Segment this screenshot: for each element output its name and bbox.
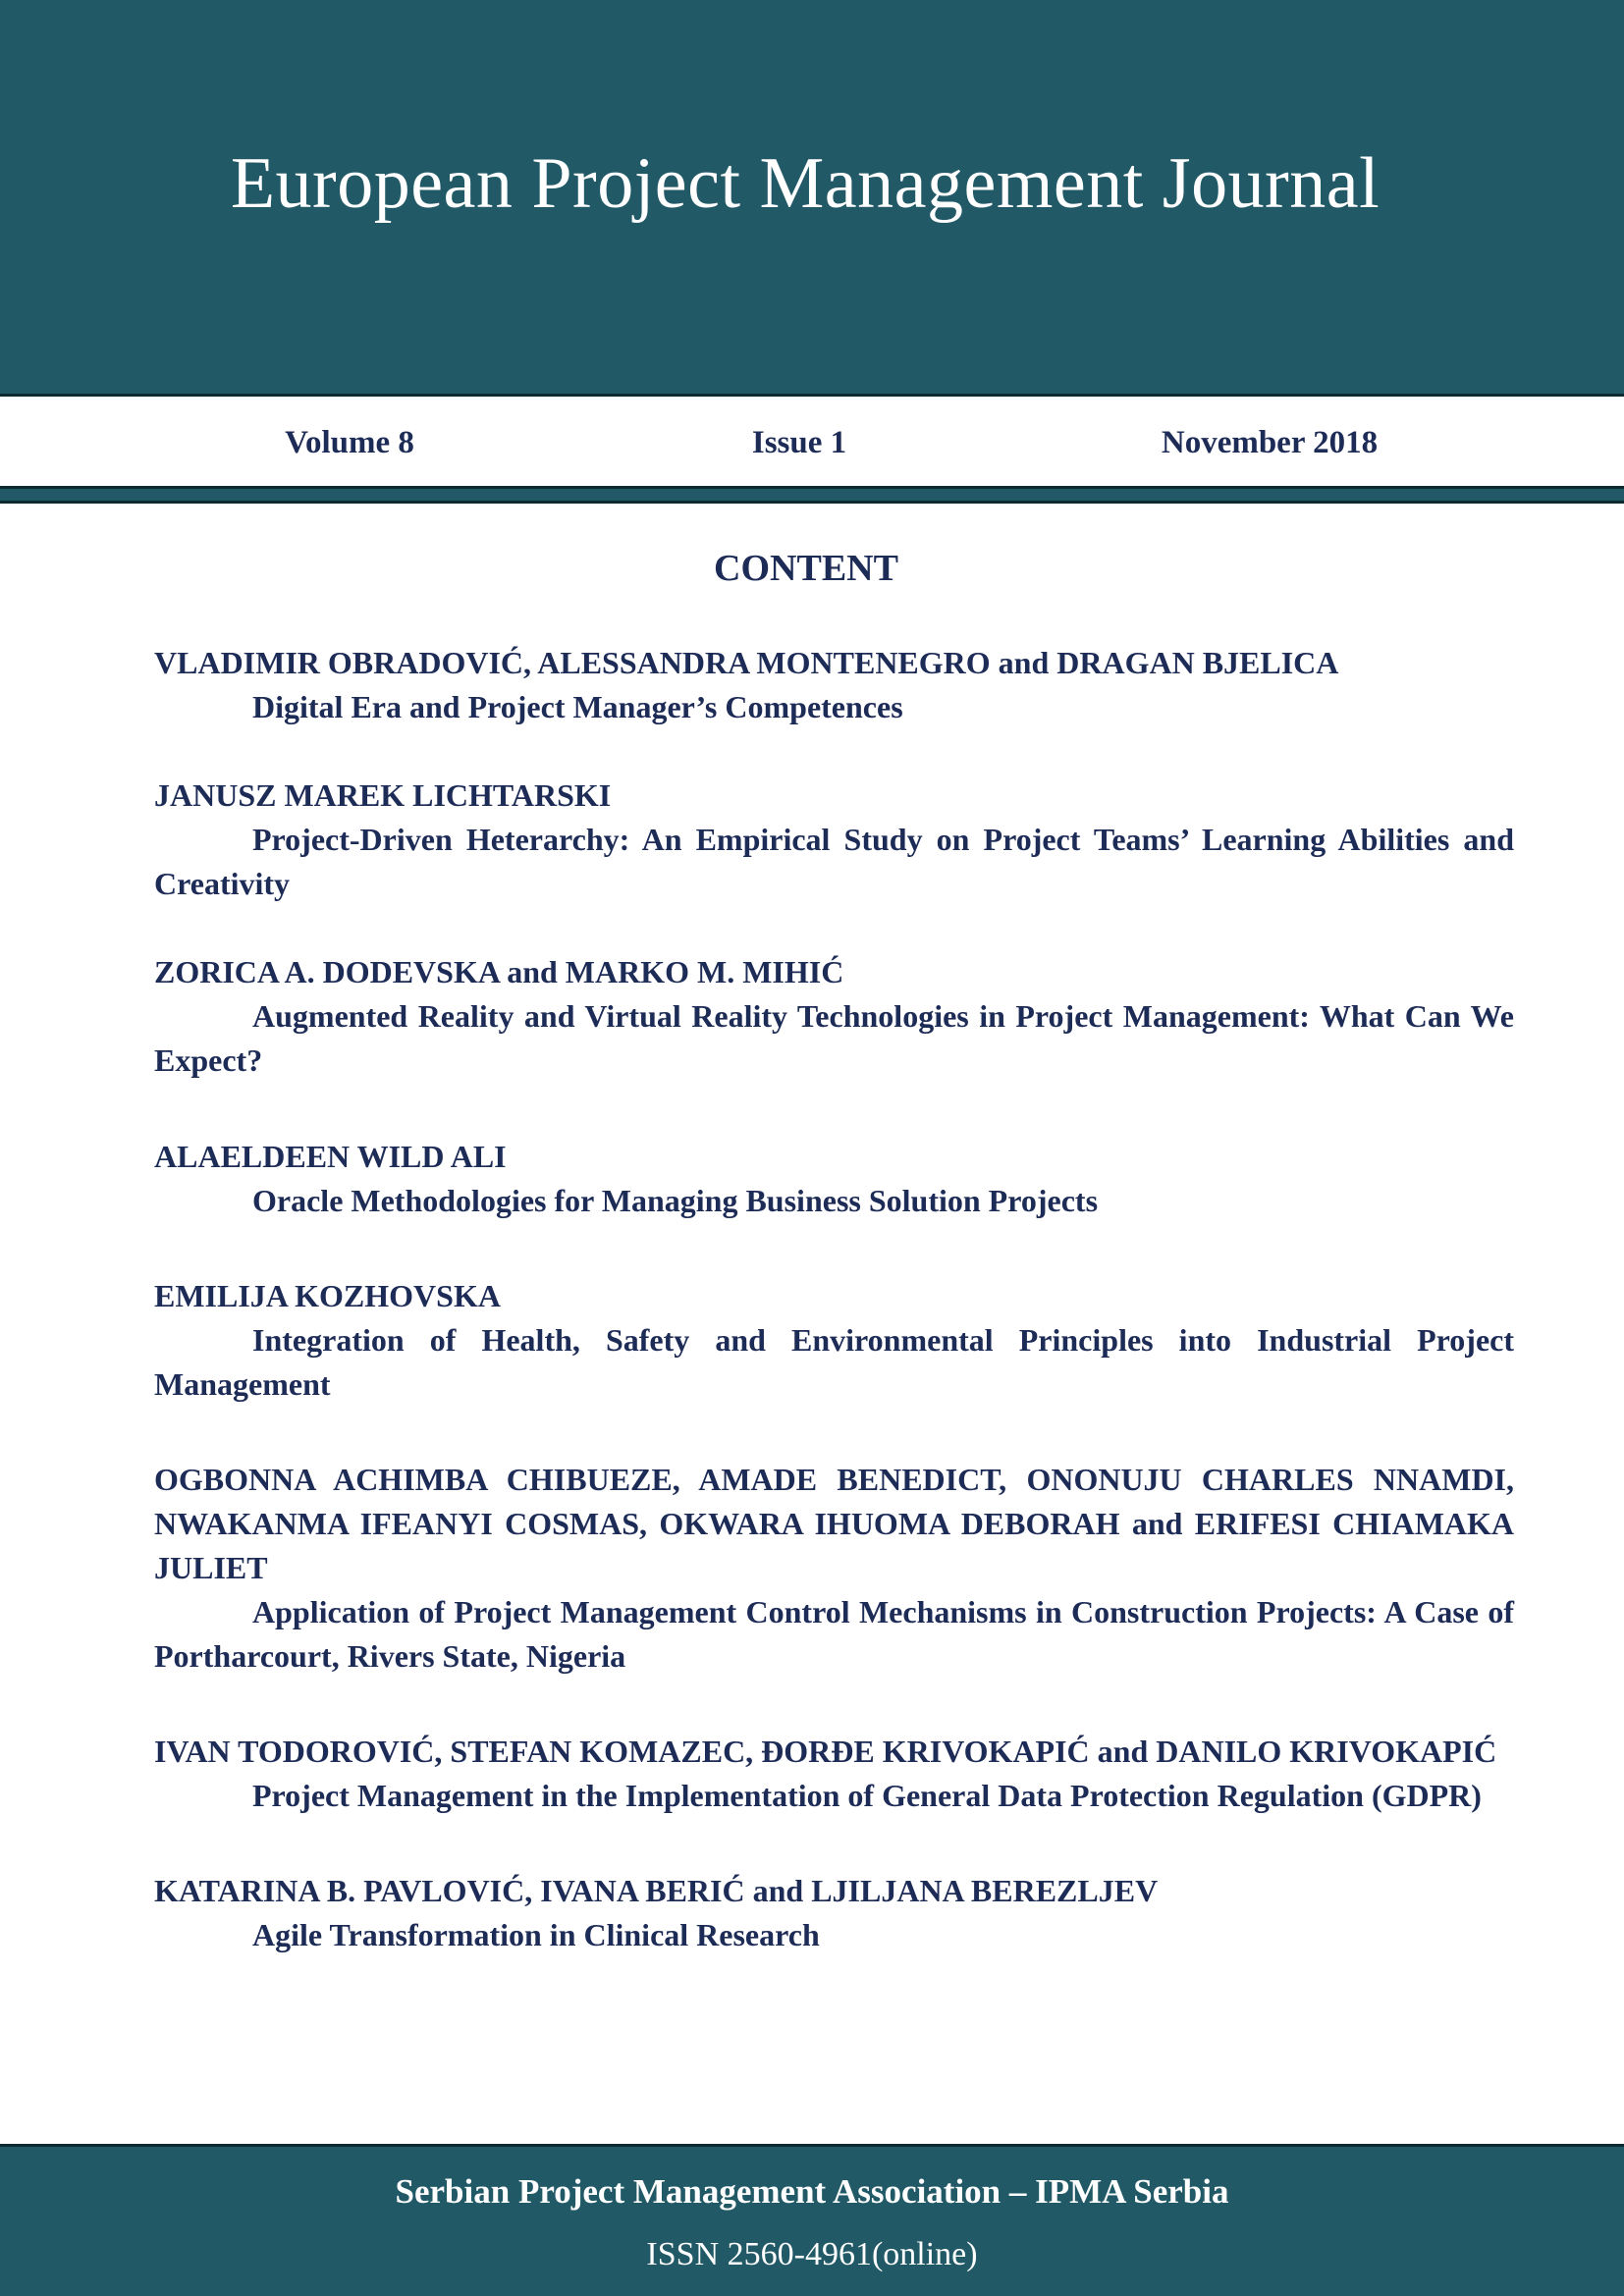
toc-entry (154, 1869, 1514, 1957)
toc-authors: ALAELDEEN WILD ALI (154, 1139, 507, 1174)
content-heading: CONTENT (714, 548, 898, 589)
toc-authors: OGBONNA ACHIMBA CHIBUEZE, AMADE BENEDICT, ONONUJU CHARLES NNAMDI, NWAKANMA IFEANYI COSMAS, OKWARA IHUOMA DEBORAH and ERIFESI CHIAMAKA JULIET (154, 1462, 1514, 1585)
toc-entry (154, 1458, 1514, 1679)
toc-title: Project-Driven Heterarchy: An Empirical Study on Project Teams’ Learning Abilities and Creativity (154, 822, 1514, 901)
publisher-name: Serbian Project Management Association – IPMA Serbia (395, 2172, 1229, 2211)
toc-entry (154, 1730, 1514, 1818)
toc-title: Project Management in the Implementation of General Data Protection Regulation (GDPR) (252, 1778, 1482, 1813)
toc-authors: EMILIJA KOZHOVSKA (154, 1278, 501, 1313)
toc-entry (154, 950, 1514, 1083)
toc-entry (154, 774, 1514, 906)
toc-title: Digital Era and Project Manager’s Competences (252, 689, 903, 724)
toc-title: Oracle Methodologies for Managing Business Solution Projects (252, 1183, 1099, 1218)
issue-meta-bar (0, 398, 1624, 486)
toc-entry (154, 1135, 1514, 1223)
footer-band (0, 2144, 1624, 2296)
toc-title: Integration of Health, Safety and Environmental Principles into Industrial Project Management (154, 1322, 1514, 1402)
toc-title: Agile Transformation in Clinical Research (252, 1917, 820, 1952)
toc-title: Augmented Reality and Virtual Reality Technologies in Project Management: What Can We Expect? (154, 998, 1514, 1078)
toc-title: Application of Project Management Control Mechanisms in Construction Projects: A Case of Portharcourt, Rivers State, Nigeria (154, 1594, 1514, 1674)
toc-authors: JANUSZ MAREK LICHTARSKI (154, 777, 612, 813)
toc-entry (154, 1274, 1514, 1407)
divider-stripe (0, 486, 1624, 504)
toc-authors: ZORICA A. DODEVSKA and MARKO M. MIHIĆ (154, 954, 844, 989)
table-of-contents (154, 641, 1514, 1957)
date-label: November 2018 (1161, 425, 1379, 460)
toc-authors: IVAN TODOROVIĆ, STEFAN KOMAZEC, ĐORĐE KRIVOKAPIĆ and DANILO KRIVOKAPIĆ (154, 1734, 1497, 1769)
toc-authors: VLADIMIR OBRADOVIĆ, ALESSANDRA MONTENEGRO and DRAGAN BJELICA (154, 645, 1339, 680)
issn-label: ISSN 2560-4961(online) (646, 2236, 978, 2272)
volume-label: Volume 8 (285, 425, 414, 460)
toc-authors: KATARINA B. PAVLOVIĆ, IVANA BERIĆ and LJILJANA BEREZLJEV (154, 1873, 1159, 1908)
toc-entry (154, 641, 1514, 729)
journal-title: European Project Management Journal (230, 143, 1380, 224)
issue-label: Issue 1 (751, 425, 847, 460)
